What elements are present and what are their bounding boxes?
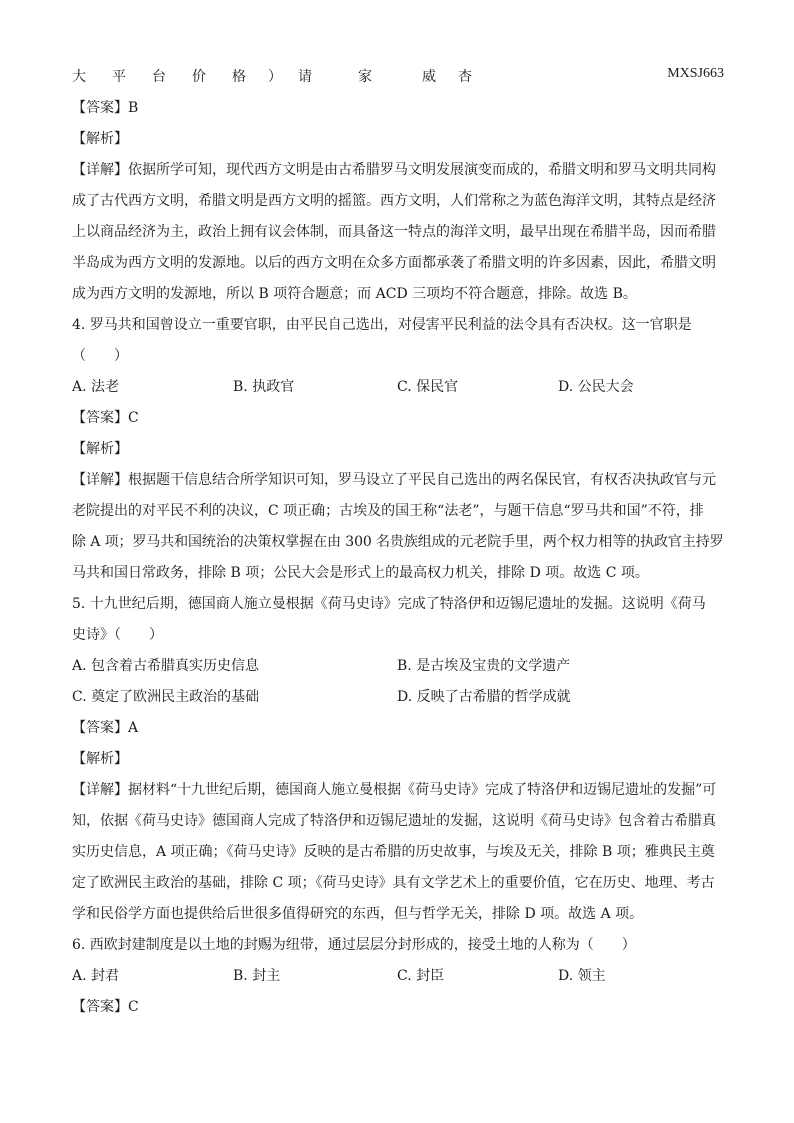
detail-line: 【详解】据材料“十九世纪后期，德国商人施立曼根据《荷马史诗》完成了特洛伊和迈锡尼遗址的发掘”可: [72, 782, 717, 798]
header-glyph: 格: [232, 69, 246, 85]
option-d: D. 反映了古希腊的哲学成就: [397, 689, 571, 705]
option-a: A. 包含着古希腊真实历史信息: [72, 658, 260, 674]
detail-line: 马共和国日常政务，排除 B 项；公民大会是形式上的最高权力机关，排除 D 项。故选 C 项。: [72, 565, 649, 581]
question-stem: 史诗》（ ）: [72, 627, 163, 643]
page-header: [72, 66, 724, 88]
answer-label: 【答案】A: [72, 720, 139, 736]
analysis-label: 【解析】: [72, 751, 128, 767]
detail-line: 上以商品经济为主，政治上拥有议会体制，而具备这一特点的海洋文明，最早出现在希腊半岛，因而希腊: [72, 224, 716, 240]
header-glyph: 杏: [458, 69, 472, 85]
option-a: A. 封君: [72, 968, 120, 984]
option-b: B. 封主: [233, 968, 281, 984]
header-glyph: 大: [72, 69, 86, 85]
question-stem: 6. 西欧封建制度是以土地的封赐为纽带，通过层层分封形成的，接受土地的人称为（ ）: [72, 937, 636, 953]
detail-line: 实历史信息，A 项正确；《荷马史诗》反映的是古希腊的历史故事，与埃及无关，排除 B 项；雅典民主奠: [72, 844, 715, 860]
question-paren: （ ）: [72, 348, 128, 364]
document-body: [72, 93, 724, 1023]
header-glyph: ）: [268, 69, 282, 85]
analysis-label: 【解析】: [72, 441, 128, 457]
header-glyph: 家: [358, 69, 372, 85]
answer-label: 【答案】C: [72, 410, 139, 426]
option-c: C. 封臣: [397, 968, 445, 984]
detail-line: 半岛成为西方文明的发源地。以后的西方文明在众多方面都承袭了希腊文明的许多因素，因此，希腊文明: [72, 255, 716, 271]
option-d: D. 领主: [558, 968, 606, 984]
detail-line: 学和民俗学方面也提供给后世很多值得研究的东西，但与哲学无关，排除 D 项。故选 A 项。: [72, 906, 644, 922]
option-row: [72, 372, 724, 403]
detail-line: 知，依据《荷马史诗》德国商人完成了特洛伊和迈锡尼遗址的发掘，这说明《荷马史诗》包含着古希腊真: [72, 813, 716, 829]
header-glyph: 威: [422, 69, 436, 85]
header-glyph: 价: [192, 69, 206, 85]
option-c: C. 保民官: [397, 379, 459, 395]
option-row: [72, 682, 724, 713]
answer-label: 【答案】C: [72, 999, 139, 1015]
detail-line: 老院提出的对平民不利的决议，C 项正确；古埃及的国王称“法老”，与题干信息“罗马共和国”不符，排: [72, 503, 704, 519]
question-stem: 5. 十九世纪后期，德国商人施立曼根据《荷马史诗》完成了特洛伊和迈锡尼遗址的发掘。这说明《荷马: [72, 596, 706, 612]
detail-line: 【详解】依据所学可知，现代西方文明是由古希腊罗马文明发展演变而成的，希腊文明和罗马文明共同构: [72, 162, 716, 178]
question-stem: 4. 罗马共和国曾设立一重要官职，由平民自己选出，对侵害平民利益的法令具有否决权。这一官职是: [72, 317, 692, 333]
detail-line: 定了欧洲民主政治的基础，排除 C 项；《荷马史诗》具有文学艺术上的重要价值，它在历史、地理、考古: [72, 875, 715, 891]
option-b: B. 执政官: [233, 379, 295, 395]
option-row: [72, 961, 724, 992]
option-d: D. 公民大会: [558, 379, 634, 395]
header-glyph: 平: [112, 69, 126, 85]
document-code: MXSJ663: [667, 66, 724, 81]
detail-line: 除 A 项；罗马共和国统治的决策权掌握在由 300 名贵族组成的元老院手里，两个权力相等的执政官主持罗: [72, 534, 724, 550]
header-glyph: 请: [298, 69, 312, 85]
detail-line: 【详解】根据题干信息结合所学知识可知，罗马设立了平民自己选出的两名保民官，有权否决执政官与元: [72, 472, 716, 488]
detail-line: 成了古代西方文明，希腊文明是西方文明的摇篮。西方文明，人们常称之为蓝色海洋文明，其特点是经济: [72, 193, 716, 209]
option-a: A. 法老: [72, 379, 120, 395]
option-c: C. 奠定了欧洲民主政治的基础: [72, 689, 260, 705]
option-b: B. 是古埃及宝贵的文学遗产: [397, 658, 571, 674]
option-row: [72, 651, 724, 682]
detail-line: 成为西方文明的发源地，所以 B 项符合题意；而 ACD 三项均不符合题意，排除。故选 B。: [72, 286, 637, 302]
answer-label: 【答案】B: [72, 100, 139, 116]
analysis-label: 【解析】: [72, 131, 128, 147]
header-glyph: 台: [152, 69, 166, 85]
